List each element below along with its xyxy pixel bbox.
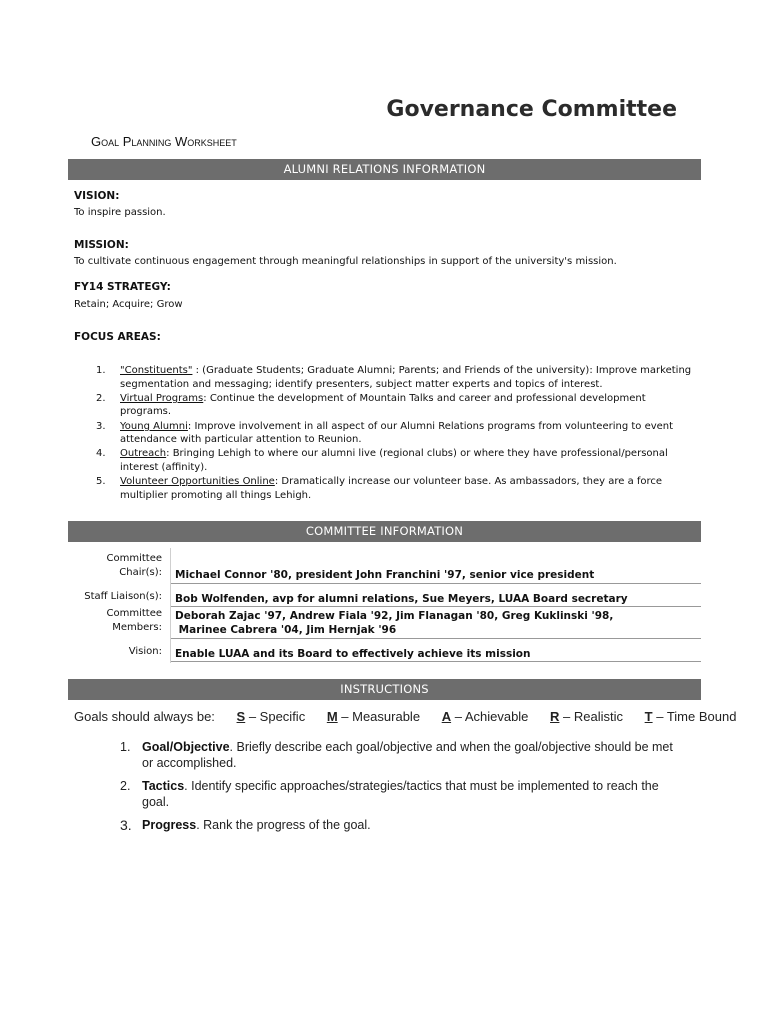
chair-underline: [171, 583, 701, 584]
committee-information-heading: COMMITTEE INFORMATION: [68, 521, 701, 542]
instructions-heading: INSTRUCTIONS: [68, 679, 701, 700]
vision-underline: [171, 661, 701, 662]
list-number: 2.: [120, 779, 131, 793]
list-number: 5.: [96, 476, 106, 488]
focus-description: : Dramatically increase our volunteer base. As ambassadors, they are a force multiplier promoting all things Lehigh.: [120, 476, 663, 501]
focus-term: Young Alumni: [120, 420, 188, 432]
chair-label-line2: Chair(s):: [119, 567, 162, 578]
members-label-line2: Members:: [112, 622, 162, 633]
list-number: 3.: [96, 420, 106, 432]
criterion-key: S: [236, 709, 246, 724]
list-item: [96, 447, 696, 474]
list-item: [120, 817, 680, 833]
instructions-list: [120, 739, 680, 840]
criterion-desc: – Measurable: [337, 709, 421, 724]
list-number: 1.: [96, 365, 106, 376]
members-value-line1: Deborah Zajac '97, Andrew Fiala '92, Jim Flanagan '80, Greg Kuklinski '98,: [175, 610, 614, 622]
step-term: Tactics: [142, 779, 185, 793]
list-number: 1.: [120, 740, 131, 754]
focus-term: Volunteer Opportunities Online: [120, 476, 275, 488]
focus-description: : (Graduate Students; Graduate Alumni; Parents; and Friends of the university): Improve marketing segmentation and messaging; identify presenters, subject matter experts and topics of interest.: [120, 365, 692, 390]
list-number: 2.: [96, 392, 106, 404]
committee-vision-label: Vision:: [128, 646, 162, 657]
list-item: [96, 364, 696, 391]
list-number: 3.: [120, 817, 132, 833]
chair-label-line1: Committee: [106, 553, 162, 564]
criterion-desc: – Realistic: [559, 709, 624, 724]
step-description: . Rank the progress of the goal.: [196, 818, 371, 832]
members-value-line2: Marinee Cabrera '04, Jim Hernjak '96: [175, 624, 397, 636]
list-item: [96, 392, 696, 419]
list-number: 4.: [96, 448, 106, 460]
focus-term: Virtual Programs: [120, 392, 204, 404]
list-item: [96, 420, 696, 447]
focus-term: Outreach: [120, 448, 167, 460]
alumni-relations-heading: ALUMNI RELATIONS INFORMATION: [68, 159, 701, 180]
goals-intro: Goals should always be:: [74, 709, 215, 724]
staff-liaison-label: Staff Liaison(s):: [84, 591, 162, 602]
focus-description: : Improve involvement in all aspect of our Alumni Relations programs from volunteering to event attendance with particular attention to Reunion.: [120, 420, 674, 446]
members-underline: [171, 638, 701, 639]
list-item: [120, 739, 680, 771]
criterion-key: R: [550, 709, 560, 724]
strategy-text: Retain; Acquire; Grow: [74, 299, 183, 310]
focus-term: "Constituents": [120, 365, 193, 376]
mission-label: MISSION:: [74, 239, 129, 251]
focus-description: : Continue the development of Mountain Talks and career and professional development programs.: [120, 392, 646, 418]
focus-areas-list: [96, 364, 696, 503]
staff-underline: [171, 606, 701, 607]
goals-criteria-line: [74, 709, 737, 724]
focus-areas-label: FOCUS AREAS:: [74, 331, 161, 343]
criterion-key: M: [326, 709, 338, 724]
staff-liaison-value: Bob Wolfenden, avp for alumni relations, Sue Meyers, LUAA Board secretary: [175, 593, 628, 605]
step-term: Progress: [142, 818, 197, 832]
strategy-label: FY14 STRATEGY:: [74, 281, 171, 293]
criterion-desc: – Specific: [245, 709, 306, 724]
criterion-key: A: [441, 709, 452, 724]
step-description: . Briefly describe each goal/objective and when the goal/objective should be met or accomplished.: [142, 740, 673, 770]
committee-vision-value: Enable LUAA and its Board to effectively achieve its mission: [175, 648, 531, 660]
mission-text: To cultivate continuous engagement through meaningful relationships in support of the university's mission.: [74, 256, 617, 267]
vision-label: VISION:: [74, 190, 120, 202]
chair-value: Michael Connor '80, president John Franchini '97, senior vice president: [175, 569, 595, 581]
document-title: Governance Committee: [386, 97, 677, 122]
step-term: Goal/Objective: [142, 740, 230, 754]
list-item: [120, 778, 680, 810]
list-item: [96, 475, 696, 502]
criterion-desc: – Achievable: [451, 709, 529, 724]
criterion-key: T: [644, 709, 653, 724]
criterion-desc: – Time Bound: [652, 709, 737, 724]
members-label-line1: Committee: [106, 608, 162, 619]
focus-description: : Bringing Lehigh to where our alumni live (regional clubs) or where they have professional/personal interest (affinity).: [120, 448, 668, 473]
step-description: . Identify specific approaches/strategies/tactics that must be implemented to reach the goal.: [142, 779, 659, 809]
vision-text: To inspire passion.: [74, 207, 166, 218]
document-subtitle: Goal Planning Worksheet: [91, 134, 237, 149]
